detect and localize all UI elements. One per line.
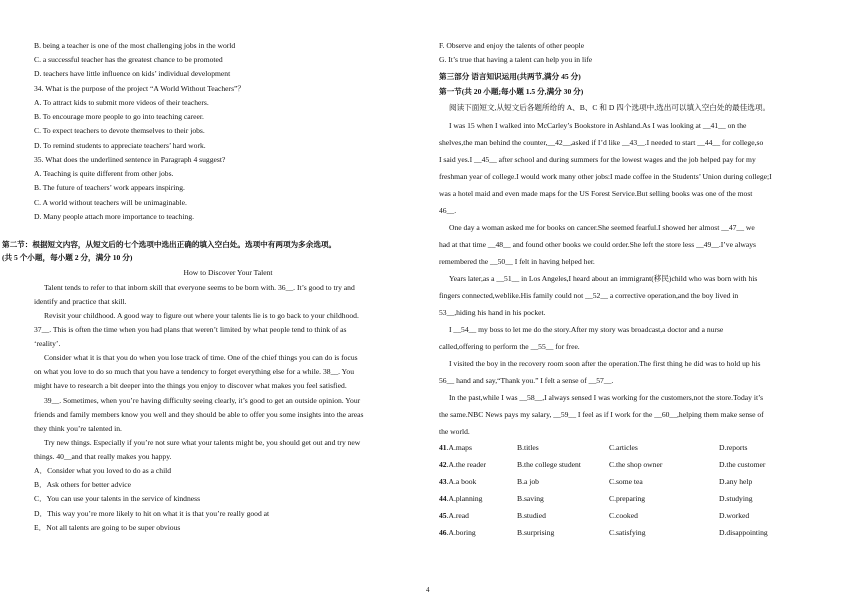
option-d: D.disappointing [719,528,768,537]
q33-option-d: D. teachers have little influence on kids’ individual development [34,69,231,78]
option-c: C.cooked [609,511,638,520]
q34-option-c: C. To expect teachers to devote themselves to their jobs. [34,126,205,135]
choice-d: D．This way you’re more likely to hit on what it is that you’re really good at [34,509,270,518]
cloze-line: In the past,while I was __58__,I always sensed I was working for the customers,not the store.Today it’s [449,393,764,402]
passage-line: things. 40__and that really makes you happy. [34,452,172,461]
option-b: B.saving [517,494,544,503]
option-number: 43 [439,477,447,486]
option-number: 44 [439,494,447,503]
option-b: B.surprising [517,528,555,537]
passage-title: How to Discover Your Talent [183,268,273,277]
q35-option-d: D. Many people attach more importance to teaching. [34,212,195,221]
option-number: 42 [439,460,447,469]
option-c: C.satisfying [609,528,646,537]
cloze-line: One day a woman asked me for books on cancer.She seemed fearful.I showed her almost __47__ we [449,223,755,232]
option-a: .A.boring [446,528,476,537]
part3-section1-heading: 第一节(共 20 小题;每小题 1.5 分,满分 30 分) [439,87,584,96]
passage-line: Try new things. Especially if you’re not sure what your talents might be, you should get out and try new [44,438,361,447]
option-b: B.titles [517,443,539,452]
choice-g: G. It’s true that having a talent can help you in life [439,55,593,64]
option-c: C.preparing [609,494,646,503]
q34-option-b: B. To encourage more people to go into teaching career. [34,112,204,121]
option-d: D.the customer [719,460,766,469]
option-number: 46 [439,528,447,537]
cloze-line: had at that time __48__ and found other books we could order.She left the store less __49__.I’ve always [439,240,756,249]
option-c: C.the shop owner [609,460,663,469]
option-b: B.a job [517,477,539,486]
cloze-line: fingers connected,weblike.His family could not __52__ a corrective operation,and the boy lived in [439,291,739,300]
option-b: B.the college student [517,460,581,469]
choice-e: E．Not all talents are going to be super obvious [34,523,181,532]
passage-line: they think you’re talented in. [34,424,122,433]
cloze-line: I __54__ my boss to let me do the story.After my story was broadcast,a doctor and a nurse [449,325,724,334]
q33-option-c: C. a successful teacher has the greatest chance to be promoted [34,55,223,64]
q35-stem: 35. What does the underlined sentence in Paragraph 4 suggest? [34,155,226,164]
cloze-line: the same.NBC News pays my salary, __59__ I feel as if I work for the __60__,helping them make sense of [439,410,764,419]
passage-line: 37__. This is often the time when you had plans that weren’t limited by what people tend to think of as [34,325,347,334]
option-a: .A.the reader [446,460,487,469]
option-c: C.some tea [609,477,643,486]
cloze-line: Years later,as a __51__ in Los Angeles,I heard about an immigrant(移民)child who was born with his [449,274,758,283]
q35-option-a: A. Teaching is quite different from other jobs. [34,169,174,178]
cloze-line: 56__ hand and say,“Thank you.” I felt a sense of __57__. [439,376,614,385]
cloze-line: was a hotel maid and even made maps for the US Forest Service.But selling books was one of the most [439,189,753,198]
choice-f: F. Observe and enjoy the talents of other people [439,41,585,50]
choice-a: A．Consider what you loved to do as a child [34,466,172,475]
passage-line: ‘reality’. [34,339,61,348]
cloze-line: I said yes.I __45__ after school and during summers for the lowest wages and the job helped pay for my [439,155,756,164]
choice-c: C．You can use your talents in the service of kindness [34,494,201,503]
cloze-line: called,offering to perform the __55__ for free. [439,342,580,351]
passage-line: on what you love to do so much that you have a tendency to forget everything else for a while. 38__. You [34,367,354,376]
cloze-line: 46__. [439,206,457,215]
passage-line: Revisit your childhood. A good way to figure out where your talents lie is to go back to your childhood. [44,311,359,320]
option-a: .A.planning [446,494,483,503]
passage-line: Consider what it is that you do when you lose track of time. One of the chief things you can do is focus [44,353,358,362]
q34-option-d: D. To remind students to appreciate teachers’ hard work. [34,141,206,150]
option-d: D.any help [719,477,753,486]
cloze-instructions: 阅读下面短文,从短文后各题所给的 A、B、C 和 D 四个选项中,选出可以填入空白处的最佳选项。 [449,103,771,112]
q33-option-b: B. being a teacher is one of the most challenging jobs in the world [34,41,236,50]
option-c: C.articles [609,443,638,452]
passage-line: Talent tends to refer to that inborn skill that everyone seems to be born with. 36__. It’s good to try and [44,283,355,292]
cloze-line: remembered the __50__ I felt in having helped her. [439,257,595,266]
option-b: B.studied [517,511,546,520]
section2-instructions: 第二节：根据短文内容，从短文后的七个选项中选出正确的填入空白处。选项中有两项为多余选项。 [2,240,337,249]
cloze-line: the world. [439,427,470,436]
option-d: D.worked [719,511,750,520]
q35-option-c: C. A world without teachers will be unimaginable. [34,198,187,207]
passage-line: might have to research a bit deeper into the things you enjoy to discover what makes you feel satisfied. [34,381,347,390]
passage-line: identify and practice that skill. [34,297,127,306]
q34-stem: 34. What is the purpose of the project “A World Without Teachers”？ [34,84,245,93]
section2-scoring: (共 5 个小题，每小题 2 分，满分 10 分) [2,253,133,262]
option-a: .A.read [446,511,469,520]
option-d: D.studying [719,494,753,503]
option-number: 41 [439,443,447,452]
choice-b: B．Ask others for better advice [34,480,132,489]
cloze-line: freshman year of college.I would work many other jobs:I made coffee in the Students’ Union during college;I [439,172,772,181]
q34-option-a: A. To attract kids to submit more videos of their teachers. [34,98,209,107]
option-d: D.reports [719,443,748,452]
option-number: 45 [439,511,447,520]
page-number: 4 [426,586,430,594]
cloze-line: I was 15 when I walked into McCarley’s Bookstore in Ashland.As I was looking at __41__ on the [449,121,747,130]
passage-line: 39__. Sometimes, when you’re having difficulty seeing clearly, it’s good to get an outside opinion. Your [44,396,361,405]
q35-option-b: B. The future of teachers’ work appears inspiring. [34,183,185,192]
part3-heading: 第三部分 语言知识运用(共两节,满分 45 分) [439,72,581,81]
cloze-line: 53__,hiding his hand in his pocket. [439,308,546,317]
option-a: .A.maps [446,443,472,452]
cloze-line: I visited the boy in the recovery room soon after the operation.The first thing he did was to hold up his [449,359,761,368]
passage-line: friends and family members know you well and they should be able to offer you some insights into the areas [34,410,364,419]
cloze-line: shelves,the man behind the counter,__42__,asked if I’d like __43__.I needed to start __44__ for college,so [439,138,764,147]
option-a: .A.a book [446,477,477,486]
